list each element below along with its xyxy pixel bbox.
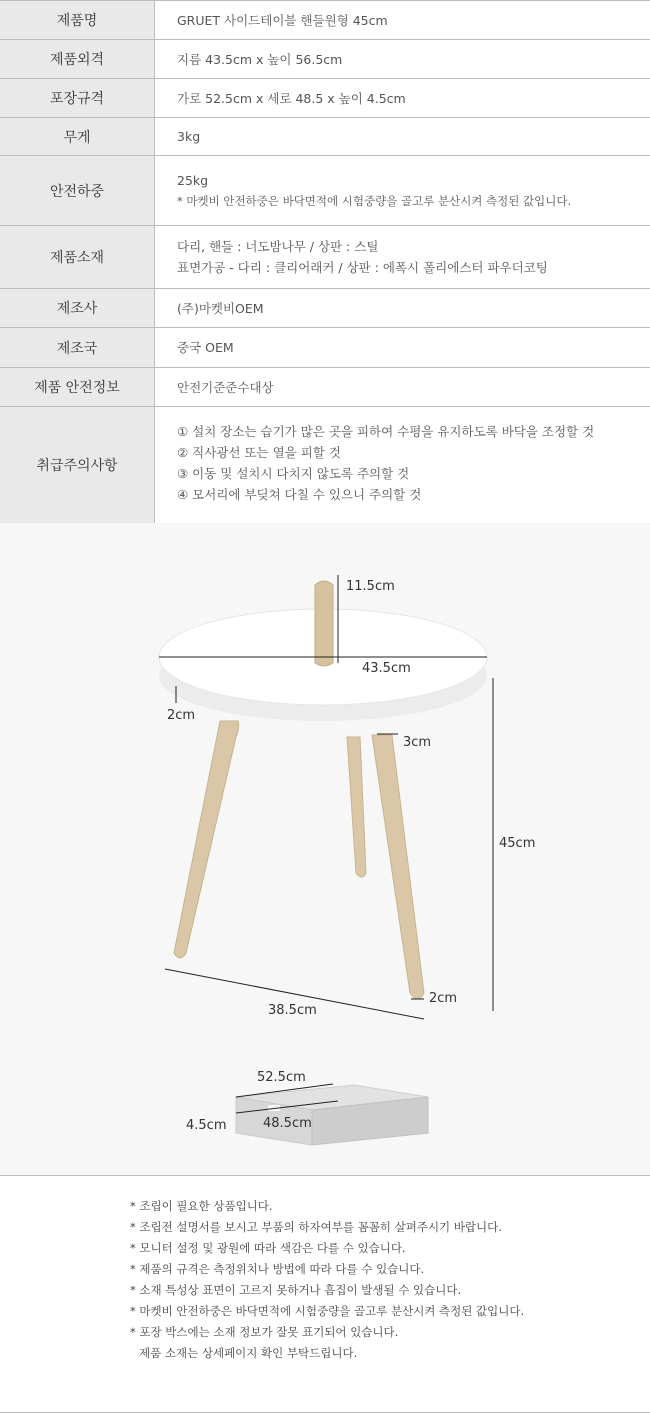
note-item: * 제품의 규격은 측정위치나 방법에 따라 다를 수 있습니다. [130,1262,425,1276]
spec-value-line: 안전기준준수대상 [177,379,274,395]
spec-value [155,1,650,39]
note-item: * 마켓비 안전하중은 바닥면적에 시험중량을 골고루 분산시켜 측정된 값입니다. [130,1304,525,1318]
spec-value [155,226,650,288]
spec-value [155,40,650,78]
spec-label: 제품외격 [0,40,155,78]
spec-label: 무게 [0,118,155,155]
spec-row-name [0,1,650,40]
spec-label: 취급주의사항 [0,407,155,523]
spec-value-line: 표면가공 - 다리 : 클리어래커 / 상판 : 에폭시 폴리에스터 파우더코팅 [177,260,548,275]
table-leg-left [174,721,239,958]
spec-row-dimensions [0,40,650,79]
spec-value [155,407,650,523]
spec-value-line: 다리, 핸들 : 너도밤나무 / 상판 : 스틸 [177,239,379,254]
spec-row-packaging [0,79,650,118]
table-leg-back [347,737,366,877]
spec-label: 제조국 [0,328,155,367]
spec-value-line: 지름 43.5cm x 높이 56.5cm [177,51,343,67]
dim-handle-height: 11.5cm [346,579,395,594]
dim-leg-tip: 2cm [429,991,458,1006]
spec-row-safety [0,368,650,407]
dim-box-width: 52.5cm [257,1070,306,1085]
spec-table [0,0,650,524]
dim-leg-width: 3cm [403,735,432,750]
table-leg-right [372,735,424,999]
note-item: * 조립전 설명서를 보시고 부품의 하자여부를 꼼꼼히 살펴주시기 바랍니다. [130,1220,502,1234]
spec-row-manufacturer [0,289,650,328]
spec-value-note: * 마켓비 안전하중은 바닥면적에 시험중량을 골고루 분산시켜 측정된 값입니다. [177,193,572,208]
spec-value-line: ② 직사광선 또는 열을 피할 것 [177,445,341,460]
notes-section [0,1177,650,1413]
spec-value-line: 25kg [177,172,209,188]
spec-label: 제품 안전정보 [0,368,155,406]
spec-value [155,156,650,225]
spec-label: 포장규격 [0,79,155,117]
note-item: * 모니터 설정 및 광원에 따라 색감은 다를 수 있습니다. [130,1241,406,1255]
spec-value [155,118,650,155]
spec-label: 제품명 [0,1,155,39]
note-item: * 소재 특성상 표면이 고르지 못하거나 흠집이 발생될 수 있습니다. [130,1283,462,1297]
spec-value-line: ③ 이동 및 설치시 다치지 않도록 주의할 것 [177,466,410,481]
spec-value-line: ④ 모서리에 부딪쳐 다칠 수 있으니 주의할 것 [177,487,422,502]
spec-label: 안전하중 [0,156,155,225]
spec-row-caution [0,407,650,524]
dim-leg-height: 45cm [499,836,536,851]
spec-value-line: ① 설치 장소는 습기가 많은 곳을 피하여 수평을 유지하도록 바닥을 조정할 것 [177,424,595,439]
spec-value-line: 가로 52.5cm x 세로 48.5 x 높이 4.5cm [177,90,406,106]
spec-value [155,328,650,367]
spec-row-country [0,328,650,368]
note-item: * 포장 박스에는 소재 정보가 잘못 표기되어 있습니다. [130,1325,399,1339]
spec-row-weight [0,118,650,156]
spec-value-line: 중국 OEM [177,340,234,355]
spec-label: 제조사 [0,289,155,327]
dim-top-diameter: 43.5cm [362,661,411,676]
spec-value-line: (주)마켓비OEM [177,300,264,316]
dimension-diagram [0,523,650,1176]
spec-value [155,289,650,327]
table-handle [315,581,333,666]
spec-row-load [0,156,650,226]
note-item-continuation: 제품 소재는 상세페이지 확인 부탁드립니다. [139,1346,358,1360]
dim-top-thickness: 2cm [167,708,196,723]
spec-row-material [0,226,650,289]
dim-base-width: 38.5cm [268,1003,317,1018]
dim-box-height: 4.5cm [186,1118,227,1133]
dim-box-depth: 48.5cm [263,1116,312,1131]
spec-value-line: GRUET 사이드테이블 핸들원형 45cm [177,12,388,28]
spec-label: 제품소재 [0,226,155,288]
note-item: * 조립이 필요한 상품입니다. [130,1199,273,1213]
spec-value [155,79,650,117]
diagram-svg [0,523,650,1176]
spec-value [155,368,650,406]
spec-value-line: 3kg [177,129,201,144]
notes-list [130,1196,524,1364]
